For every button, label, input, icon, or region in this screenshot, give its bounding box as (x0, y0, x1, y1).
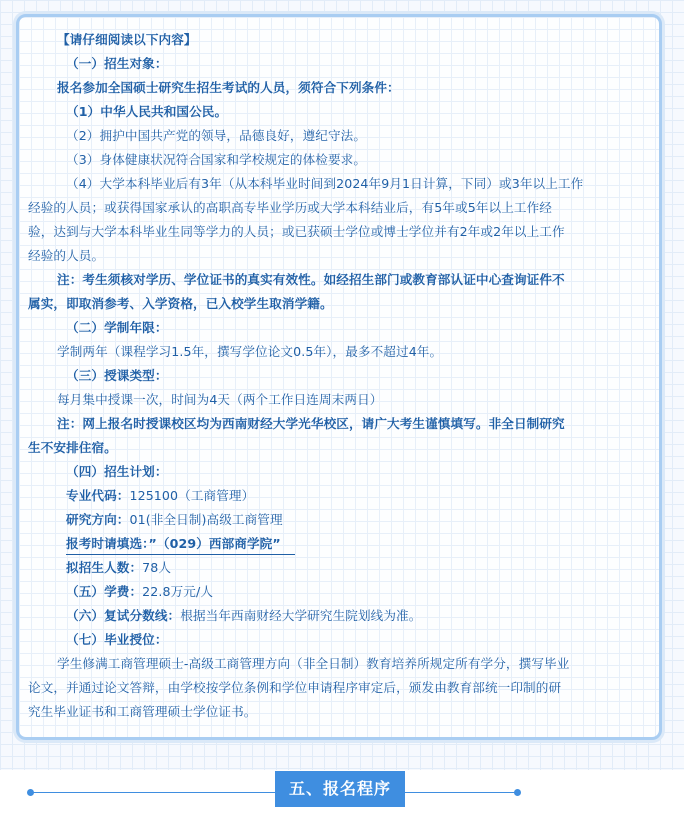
section-2-title: （二）学制年限： (66, 320, 168, 335)
research-direction-value: 01(非全日制)高级工商管理 (129, 512, 283, 527)
research-direction-row (28, 508, 654, 532)
quota-label: 拟招生人数： (66, 560, 143, 575)
retest-label: （六）复试分数线： (66, 608, 181, 623)
tuition-row (28, 580, 654, 604)
retest-row (28, 604, 654, 628)
note-1-line-1: 注：考生须核对学历、学位证书的真实有效性。如经招生部门或教育部认证中心查询证件不 (57, 272, 565, 287)
condition-1-text: （1）中华人民共和国公民。 (66, 104, 228, 119)
major-code-label: 专业代码： (66, 488, 130, 503)
section-7-line-2: 论文，并通过论文答辩，由学校按学位条例和学位申请程序审定后，颁发由教育部统一印制的研 (28, 680, 562, 695)
condition-3: （3）身体健康状况符合国家和学校规定的体检要求。 (66, 152, 367, 167)
section-7-line-1: 学生修满工商管理硕士-高级工商管理方向（非全日制）教育培养所规定所有学分，撰写毕业 (57, 656, 570, 671)
section-7-title: （七）毕业授位： (66, 632, 168, 647)
condition-4-line-2: 经验的人员；或获得国家承认的高职高专毕业学历或大学本科结业后，有5年或5年以上工作经 (28, 200, 552, 215)
section-4-title: （四）招生计划： (66, 464, 168, 479)
note-2-line-1: 注：网上报名时授课校区均为西南财经大学光华校区，请广大考生谨慎填写。非全日制研究 (57, 416, 565, 431)
divider-left-dot (27, 789, 34, 796)
section-2-text: 学制两年（课程学习1.5年，撰写学位论文0.5年），最多不超过4年。 (57, 344, 443, 359)
note-1-line-2: 属实，即取消参考、入学资格，已入校学生取消学籍。 (28, 296, 333, 311)
major-code-row (28, 484, 654, 508)
fill-in-notice: 报考时请填选：”（029）西部商学院” (66, 534, 295, 555)
condition-2: （2）拥护中国共产党的领导，品德良好，遵纪守法。 (66, 128, 367, 143)
fill-in-row (28, 532, 654, 556)
condition-4-line-3: 验，达到与大学本科毕业生同等学力的人员；或已获硕士学位或博士学位并有2年或2年以上工作 (28, 224, 565, 239)
tuition-value: 22.8万元/人 (142, 584, 214, 599)
section-7-line-3: 究生毕业证书和工商管理硕士学位证书。 (28, 704, 257, 719)
divider-right-dot (514, 789, 521, 796)
divider-right (405, 792, 517, 793)
card-heading: 【请仔细阅读以下内容】 (57, 32, 197, 47)
section-5-header: 五、报名程序 (275, 771, 405, 807)
card-content (28, 28, 654, 724)
major-code-value: 125100（工商管理） (129, 488, 255, 503)
condition-4-line-4: 经验的人员。 (28, 248, 105, 263)
quota-value: 78人 (142, 560, 172, 575)
tuition-label: （五）学费： (66, 584, 143, 599)
section-3-title: （三）授课类型： (66, 368, 168, 383)
section-3-text: 每月集中授课一次，时间为4天（两个工作日连周末两日） (57, 392, 383, 407)
condition-1 (28, 100, 654, 124)
retest-value: 根据当年西南财经大学研究生院划线为准。 (180, 608, 422, 623)
divider-left (32, 792, 275, 793)
section-1-intro: 报名参加全国硕士研究生招生考试的人员，须符合下列条件： (57, 80, 400, 95)
section-1-title: （一）招生对象： (66, 56, 168, 71)
research-direction-label: 研究方向： (66, 512, 130, 527)
note-2-line-2: 生不安排住宿。 (28, 440, 117, 455)
condition-4-line-1: （4）大学本科毕业后有3年（从本科毕业时间到2024年9月1日计算，下同）或3年以上工作 (66, 176, 584, 191)
quota-row (28, 556, 654, 580)
